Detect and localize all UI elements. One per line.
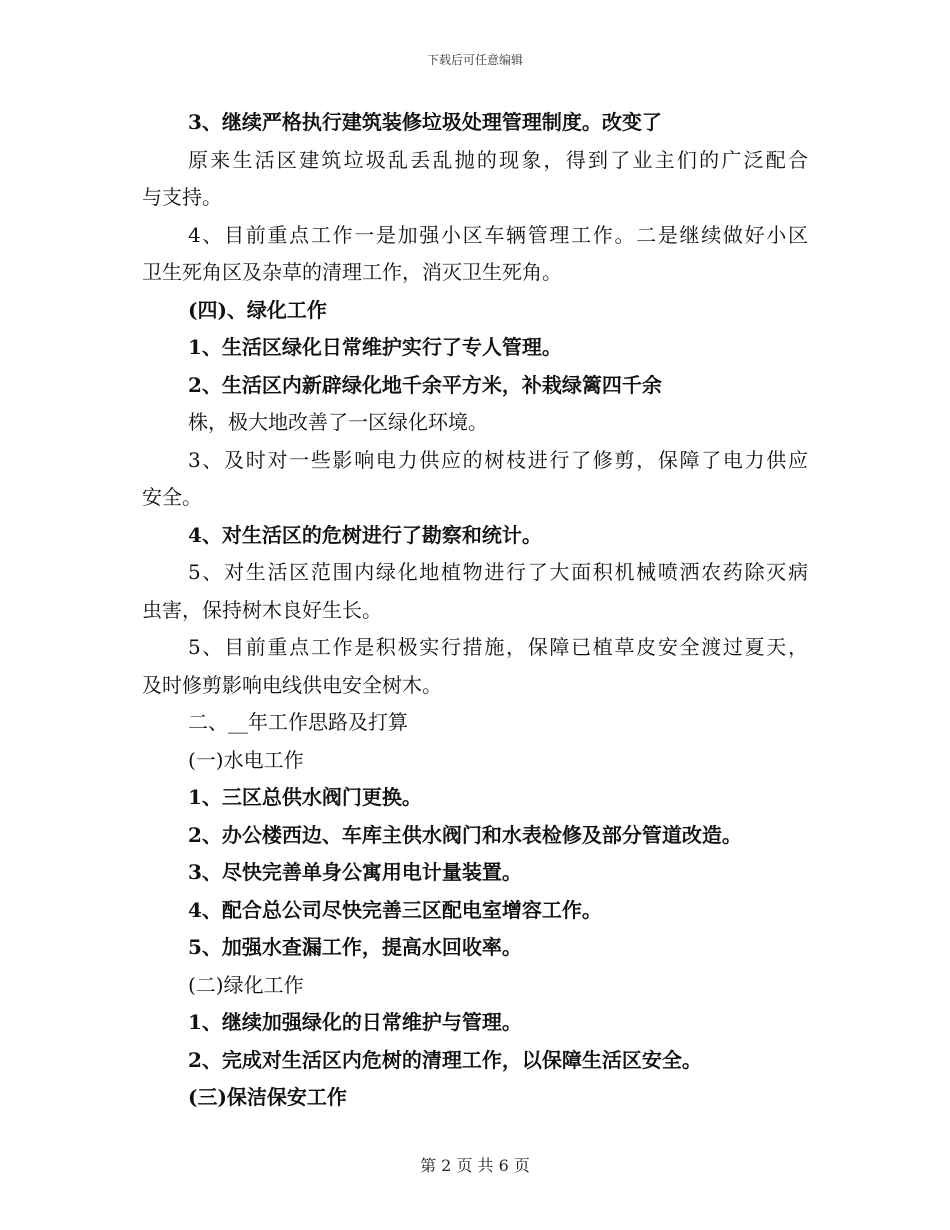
paragraph-line: 2、办公楼西边、车库主供水阀门和水表检修及部分管道改造。 <box>188 822 742 847</box>
paragraph-line: 5、对生活区范围内绿化地植物进行了大面积机械喷洒农药除灭病 <box>188 560 808 584</box>
paragraph-line: 1、三区总供水阀门更换。 <box>188 785 422 809</box>
section-heading: (四)、绿化工作 <box>188 297 327 322</box>
paragraph-line: 安全。 <box>142 485 202 509</box>
paragraph-line: 虫害，保持树木良好生长。 <box>142 597 382 622</box>
paragraph-line: 3、及时对一些影响电力供应的树枝进行了修剪，保障了电力供应 <box>188 447 808 472</box>
paragraph-line: 株，极大地改善了一区绿化环境。 <box>188 410 488 434</box>
page-header: 下载后可任意编辑 <box>426 53 523 67</box>
section-heading: 二、__年工作思路及打算 <box>188 710 408 734</box>
document-body <box>142 104 808 1117</box>
paragraph-line: 2、生活区内新辟绿化地千余平方米，补栽绿篱四千余 <box>188 372 662 397</box>
paragraph-line: 1、生活区绿化日常维护实行了专人管理。 <box>188 335 562 359</box>
paragraph-line: 3、继续严格执行建筑装修垃圾处理管理制度。改变了 <box>188 110 662 134</box>
section-heading: (二)绿化工作 <box>188 972 304 997</box>
paragraph-line: 3、尽快完善单身公寓用电计量装置。 <box>188 860 522 884</box>
paragraph-line: 原来生活区建筑垃圾乱丢乱抛的现象，得到了业主们的广泛配合 <box>188 147 808 172</box>
paragraph-line: 4、对生活区的危树进行了勘察和统计。 <box>188 522 542 547</box>
paragraph-line: 2、完成对生活区内危树的清理工作，以保障生活区安全。 <box>188 1047 702 1072</box>
paragraph-line: 5、加强水查漏工作，提高水回收率。 <box>188 935 522 959</box>
paragraph-line: 4、配合总公司尽快完善三区配电室增容工作。 <box>188 897 602 922</box>
section-heading: (一)水电工作 <box>188 747 304 772</box>
page-footer: 第 2 页 共 6 页 <box>420 1156 530 1175</box>
paragraph-line: 5、目前重点工作是积极实行措施，保障已植草皮安全渡过夏天， <box>188 635 808 659</box>
section-heading: (三)保洁保安工作 <box>188 1085 347 1109</box>
paragraph-line: 卫生死角区及杂草的清理工作，消灭卫生死角。 <box>142 260 562 284</box>
paragraph-line: 及时修剪影响电线供电安全树木。 <box>142 672 442 697</box>
paragraph-line: 与支持。 <box>142 185 222 209</box>
paragraph-line: 1、继续加强绿化的日常维护与管理。 <box>188 1010 522 1034</box>
paragraph-line: 4、目前重点工作一是加强小区车辆管理工作。二是继续做好小区 <box>188 222 808 247</box>
